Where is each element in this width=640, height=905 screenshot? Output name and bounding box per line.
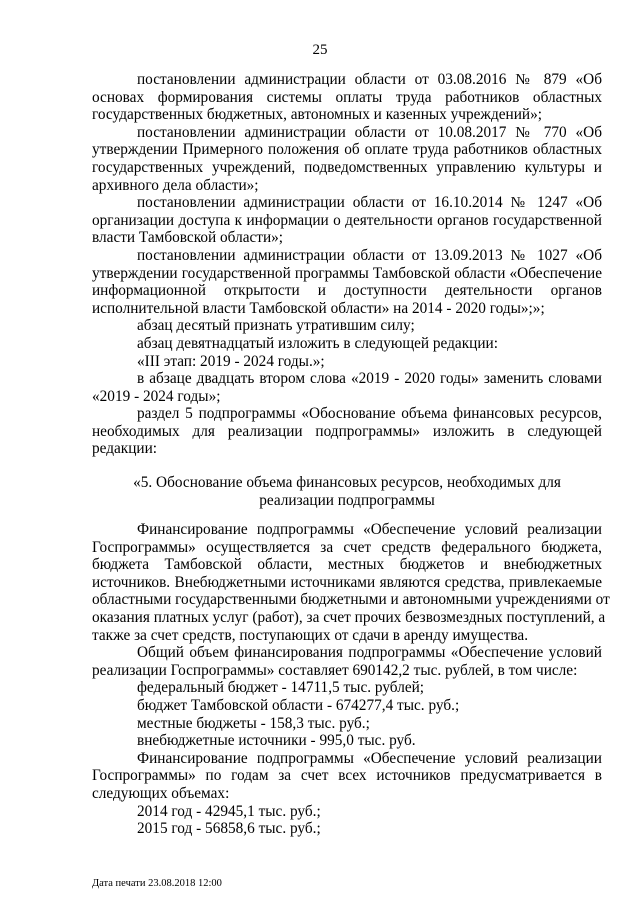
text-line: раздел 5 подпрограммы «Обоснование объема финансовых ресурсов, xyxy=(137,405,602,423)
text-line: оказания платных услуг (работ), за счет прочих безвозмездных поступлений, а xyxy=(92,608,606,626)
text-line: бюджет Тамбовской области - 674277,4 тыс. руб.; xyxy=(137,696,460,714)
text-line: абзац десятый признать утратившим силу; xyxy=(137,317,415,335)
text-line: областными государственными бюджетными и автономными учреждениями от xyxy=(92,591,610,609)
text-line: внебюджетные источники - 995,0 тыс. руб. xyxy=(137,732,416,750)
text-line: информационной открытости и доступности деятельности органов xyxy=(92,282,602,300)
text-line: бюджета Тамбовской области, местных бюджетов и внебюджетных xyxy=(92,556,602,574)
text-line: Общий объем финансирования подпрограммы «Обеспечение условий xyxy=(137,644,602,662)
text-line: Госпрограммы» осуществляется за счет средств федерального бюджета, xyxy=(92,538,602,556)
text-line: необходимых для реализации подпрограммы» изложить в следующей xyxy=(92,422,602,440)
text-line: архивного дела области»; xyxy=(92,176,259,194)
text-line: постановлении администрации области от 03.08.2016 № 879 «Об xyxy=(137,71,602,88)
text-line: источников. Внебюджетными источниками являются средства, привлекаемые xyxy=(92,573,602,591)
text-line: постановлении администрации области от 13.09.2013 № 1027 «Об xyxy=(137,246,602,264)
text-line: местные бюджеты - 158,3 тыс. руб.; xyxy=(137,714,370,732)
text-line: основах формирования системы оплаты труда работников областных xyxy=(92,88,602,106)
text-line: Финансирование подпрограммы «Обеспечение условий реализации xyxy=(137,749,602,767)
text-line: федеральный бюджет - 14711,5 тыс. рублей; xyxy=(137,679,425,697)
text-line: постановлении администрации области от 16.10.2014 № 1247 «Об xyxy=(137,194,602,212)
heading-line: реализации подпрограммы xyxy=(259,491,435,509)
text-line: реализации Госпрограммы» составляет 690142,2 тыс. рублей, в том числе: xyxy=(92,661,578,679)
text-line: 2014 год - 42945,1 тыс. руб.; xyxy=(137,802,321,820)
text-line: исполнительной власти Тамбовской области» на 2014 - 2020 годы»;»; xyxy=(92,299,545,317)
text-line: в абзаце двадцать втором слова «2019 - 2020 годы» заменить словами xyxy=(137,370,602,388)
text-line: утверждении государственной программы Тамбовской области «Обеспечение xyxy=(92,264,602,282)
text-line: утверждении Примерного положения об оплате труда работников областных xyxy=(92,141,602,159)
page-number: 25 xyxy=(312,42,328,58)
text-line: «2019 - 2024 годы»; xyxy=(92,387,221,405)
text-line: редакции: xyxy=(92,440,158,458)
text-line: также за счет средств, поступающих от сдачи в аренду имущества. xyxy=(92,626,529,644)
text-line: Госпрограммы» по годам за счет всех источников предусматривается в xyxy=(92,767,602,785)
text-line: организации доступа к информации о деятельности органов государственной xyxy=(92,211,602,229)
text-line: государственных учреждений, подведомственных управлению культуры и xyxy=(92,158,602,176)
text-line: абзац девятнадцатый изложить в следующей редакции: xyxy=(137,334,498,352)
heading-line: «5. Обоснование объема финансовых ресурсов, необходимых для xyxy=(133,474,561,491)
text-line: 2015 год - 56858,6 тыс. руб.; xyxy=(137,820,321,838)
section-heading xyxy=(92,474,602,509)
text-line: следующих объемах: xyxy=(92,784,230,802)
text-line: государственных бюджетных, автономных и казенных учреждений»; xyxy=(92,106,543,124)
financing-text-block xyxy=(92,521,610,838)
text-line: Финансирование подпрограммы «Обеспечение условий реализации xyxy=(137,521,602,538)
amendments-text-block xyxy=(92,71,602,458)
print-date-footer: Дата печати 23.08.2018 12:00 xyxy=(92,878,222,889)
text-line: «III этап: 2019 - 2024 годы.»; xyxy=(137,352,325,370)
text-line: власти Тамбовской области»; xyxy=(92,229,284,247)
text-line: постановлении администрации области от 10.08.2017 № 770 «Об xyxy=(137,123,602,141)
